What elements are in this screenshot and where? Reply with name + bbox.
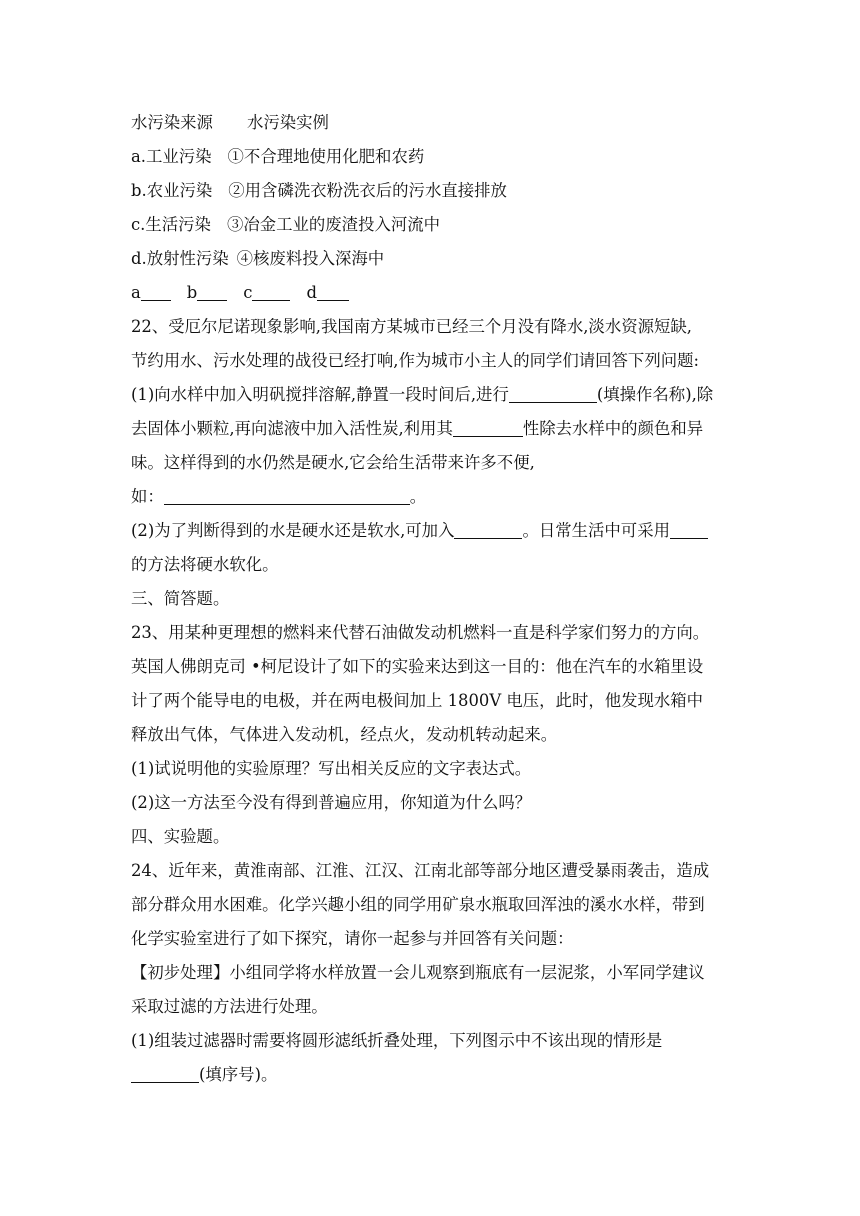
table-row bbox=[131, 174, 741, 208]
row-example: ④核废料投入深海中 bbox=[236, 249, 385, 268]
answer-blank-c[interactable] bbox=[252, 280, 290, 301]
q23-line: 计了两个能导电的电极，并在两电极间加上 1800V 电压，此时，他发现水箱中 bbox=[131, 691, 704, 710]
property-blank[interactable] bbox=[453, 416, 523, 437]
q22-intro-line: 节约用水、污水处理的战役已经打响,作为城市小主人的同学们请回答下列问题: bbox=[131, 351, 700, 370]
q22-text: 如： bbox=[131, 487, 164, 506]
sequence-blank[interactable] bbox=[131, 1062, 199, 1083]
q23-line: 释放出气体，气体进入发动机，经点火，发动机转动起来。 bbox=[131, 725, 558, 744]
q24-text: (填序号)。 bbox=[199, 1065, 278, 1084]
q24-line: (1)组装过滤器时需要将圆形滤纸折叠处理，下列图示中不该出现的情形是 bbox=[131, 1031, 663, 1050]
q22-text: (2)为了判断得到的水是硬水还是软水,可加入 bbox=[131, 521, 455, 540]
reagent-blank[interactable] bbox=[454, 518, 522, 539]
q22-text: 去固体小颗粒,再向滤液中加入活性炭,利用其 bbox=[131, 419, 453, 438]
q23-line: 英国人佛朗克司 •柯尼设计了如下的实验来达到这一目的：他在汽车的水箱里设 bbox=[131, 657, 704, 676]
answer-label-b: b bbox=[186, 283, 198, 302]
q23-sub-question: (1)试说明他的实验原理？写出相关反应的文字表达式。 bbox=[131, 759, 532, 778]
answer-label-d: d bbox=[306, 283, 317, 302]
q24-line: 部分群众用水困难。化学兴趣小组的同学用矿泉水瓶取回浑浊的溪水水样，带到 bbox=[131, 895, 705, 914]
q22-text: (填操作名称),除 bbox=[596, 385, 714, 404]
operation-blank[interactable] bbox=[509, 382, 597, 403]
q22-intro-line: 22、受厄尔尼诺现象影响,我国南方某城市已经三个月没有降水,淡水资源短缺, bbox=[131, 317, 692, 336]
answer-blank-b[interactable] bbox=[197, 280, 227, 301]
header-source: 水污染来源 bbox=[131, 113, 213, 132]
row-source: b.农业污染 bbox=[131, 181, 213, 200]
row-source: d.放射性污染 bbox=[131, 249, 229, 268]
q22-text: 。 bbox=[409, 487, 427, 506]
q22-part1-line bbox=[131, 378, 741, 412]
section-heading: 三、简答题。 bbox=[131, 589, 230, 608]
section-heading: 四、实验题。 bbox=[131, 827, 230, 846]
q24-line: 24、近年来，黄淮南部、江淮、江汉、江南北部等部分地区遭受暴雨袭击，造成 bbox=[131, 861, 710, 880]
q22-part2-line bbox=[131, 514, 741, 548]
q22-part1-line bbox=[131, 480, 741, 514]
softening-blank[interactable] bbox=[670, 518, 708, 539]
table-row bbox=[131, 208, 741, 242]
answer-blank-a[interactable] bbox=[141, 280, 171, 301]
q24-line: 化学实验室进行了如下探究，请你一起参与并回答有关问题： bbox=[131, 929, 574, 948]
row-source: a.工业污染 bbox=[131, 147, 212, 166]
q23-line: 23、用某种更理想的燃料来代替石油做发动机燃料一直是科学家们努力的方向。 bbox=[131, 623, 710, 642]
header-example: 水污染实例 bbox=[246, 113, 329, 132]
q22-text: 。日常生活中可采用 bbox=[522, 521, 670, 540]
q23-sub-question: (2)这一方法至今没有得到普遍应用，你知道为什么吗？ bbox=[131, 793, 532, 812]
answer-label-a: a bbox=[131, 283, 141, 302]
q22-text: 性除去水样中的颜色和异 bbox=[522, 419, 704, 438]
row-source: c.生活污染 bbox=[131, 215, 211, 234]
q22-part2-line: 的方法将硬水软化。 bbox=[131, 555, 279, 574]
q24-line: 【初步处理】小组同学将水样放置一会儿观察到瓶底有一层泥浆，小军同学建议 bbox=[131, 963, 705, 982]
q22-part1-line bbox=[131, 412, 741, 446]
q22-part1-line: 味。这样得到的水仍然是硬水,它会给生活带来许多不便, bbox=[131, 453, 535, 472]
example-blank[interactable] bbox=[164, 484, 410, 505]
answer-label-c: c bbox=[243, 283, 253, 302]
answer-line bbox=[131, 276, 741, 310]
row-example: ③冶金工业的废渣投入河流中 bbox=[226, 215, 441, 234]
row-example: ②用含磷洗衣粉洗衣后的污水直接排放 bbox=[228, 181, 507, 200]
q24-line bbox=[131, 1058, 741, 1092]
table-row bbox=[131, 242, 741, 276]
document-page bbox=[131, 106, 741, 1092]
answer-blank-d[interactable] bbox=[317, 280, 349, 301]
q22-text: (1)向水样中加入明矾搅拌溶解,静置一段时间后,进行 bbox=[131, 385, 509, 404]
table-header bbox=[131, 106, 741, 140]
q24-line: 采取过滤的方法进行处理。 bbox=[131, 997, 328, 1016]
row-example: ①不合理地使用化肥和农药 bbox=[227, 147, 425, 166]
table-row bbox=[131, 140, 741, 174]
